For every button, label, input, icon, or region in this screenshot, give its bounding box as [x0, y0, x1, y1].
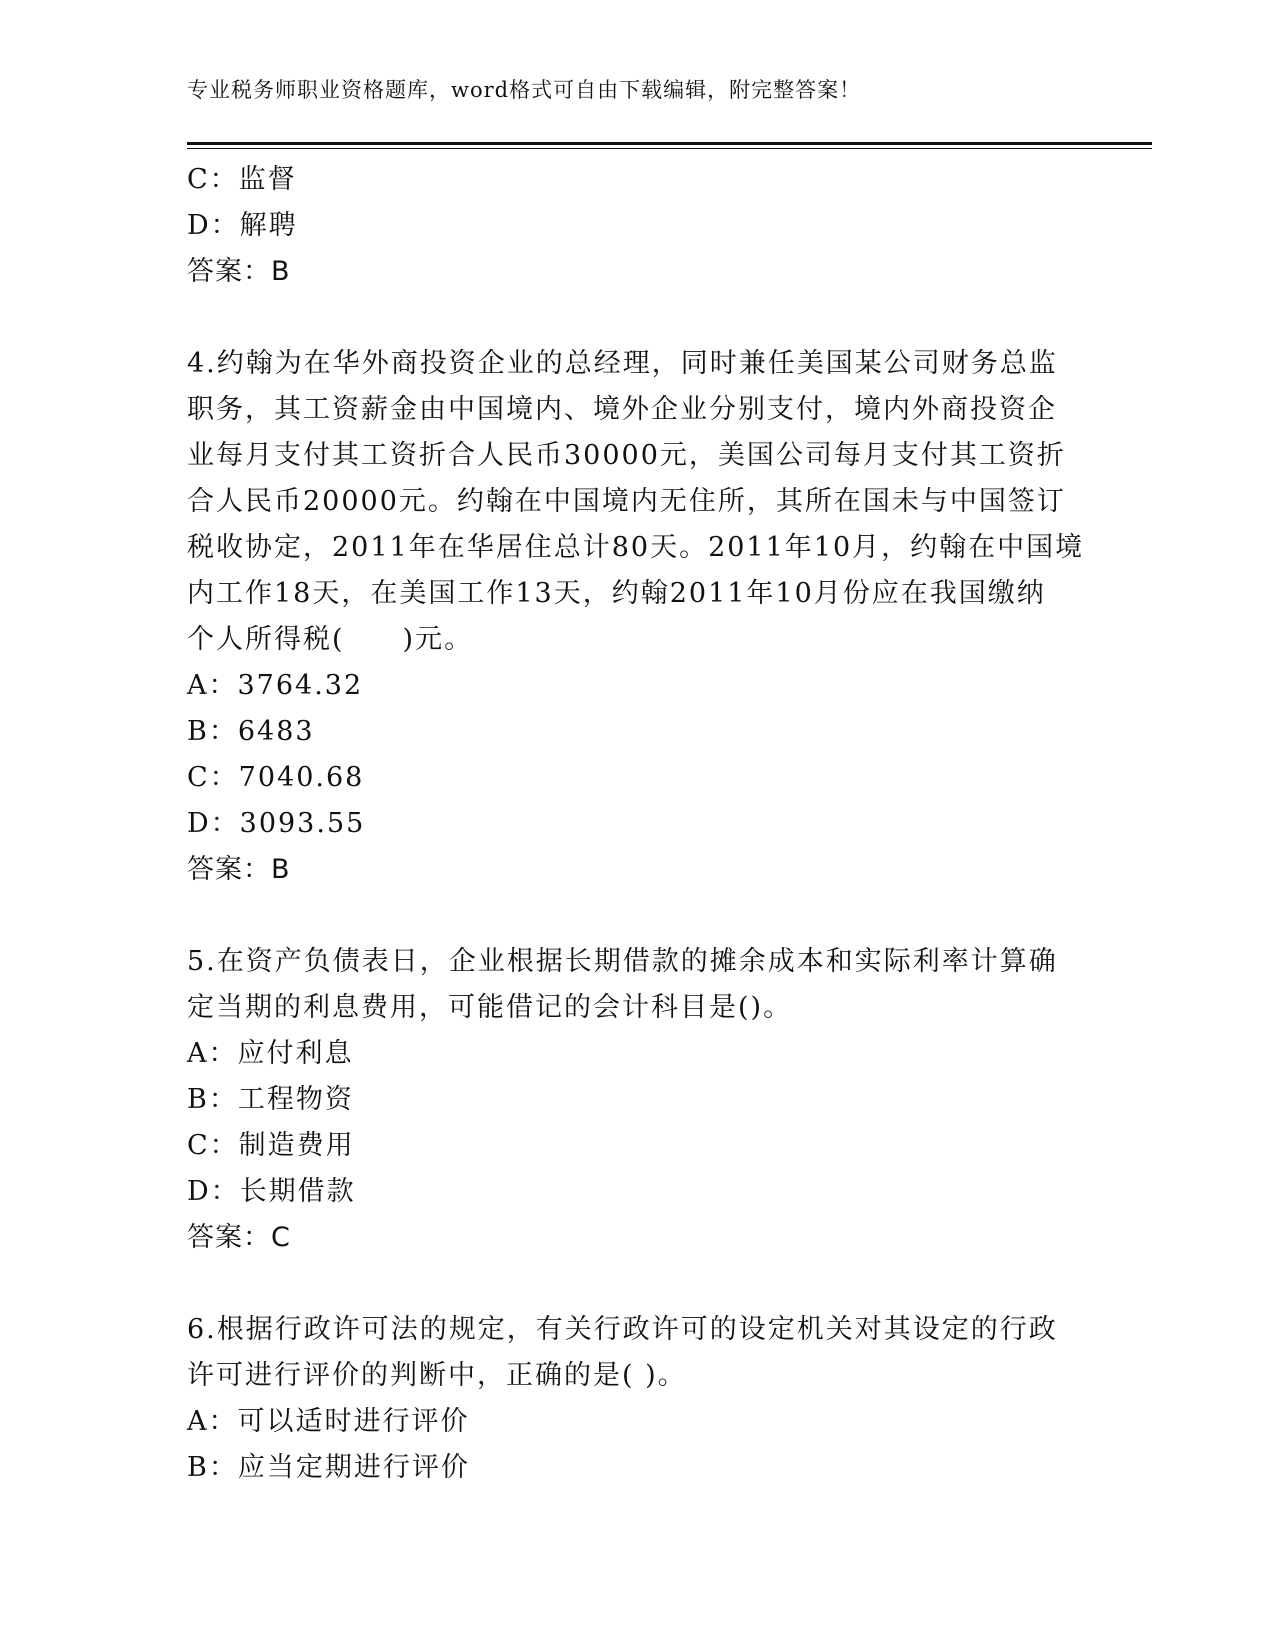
answer: 答案：C	[187, 1222, 291, 1253]
question-stem-line: 内工作18天，在美国工作13天，约翰2011年10月份应在我国缴纳	[187, 578, 1046, 609]
question-stem-line: 合人民币20000元。约翰在中国境内无住所，其所在国未与中国签订	[187, 486, 1066, 517]
question-3	[187, 157, 1087, 295]
header-rule-thin	[187, 148, 1152, 149]
option-a: A：应付利息	[187, 1038, 354, 1069]
header-rule-thick	[187, 142, 1152, 145]
option-c: C：制造费用	[187, 1130, 355, 1161]
option-a: A：可以适时进行评价	[187, 1406, 470, 1437]
question-5	[187, 939, 1087, 1261]
option-a: A：3764.32	[187, 670, 364, 701]
answer: 答案：B	[187, 854, 291, 885]
question-content	[187, 157, 1087, 1491]
question-stem-line: 职务，其工资薪金由中国境内、境外企业分别支付，境内外商投资企	[187, 394, 1057, 425]
spacer	[187, 295, 1087, 341]
question-stem-line: 业每月支付其工资折合人民币30000元，美国公司每月支付其工资折	[187, 440, 1066, 471]
question-stem-line: 6.根据行政许可法的规定，有关行政许可的设定机关对其设定的行政	[187, 1314, 1058, 1345]
question-6	[187, 1307, 1087, 1491]
answer: 答案：B	[187, 256, 291, 287]
question-stem-line: 定当期的利息费用，可能借记的会计科目是()。	[187, 992, 793, 1023]
question-stem-line: 5.在资产负债表日，企业根据长期借款的摊余成本和实际利率计算确	[187, 946, 1058, 977]
option-b: B：6483	[187, 716, 315, 747]
option-b: B：应当定期进行评价	[187, 1452, 470, 1483]
question-stem-line: 税收协定，2011年在华居住总计80天。2011年10月，约翰在中国境	[187, 532, 1085, 563]
option-d: D：解聘	[187, 210, 298, 241]
spacer	[187, 1261, 1087, 1307]
option-b: B：工程物资	[187, 1084, 354, 1115]
question-stem-line: 4.约翰为在华外商投资企业的总经理，同时兼任美国某公司财务总监	[187, 348, 1058, 379]
option-c: C：监督	[187, 164, 297, 195]
question-4	[187, 341, 1087, 893]
question-stem-line: 个人所得税( )元。	[187, 624, 474, 655]
page-header: 专业税务师职业资格题库，word格式可自由下载编辑，附完整答案！	[187, 78, 862, 102]
option-d: D：长期借款	[187, 1176, 356, 1207]
option-d: D：3093.55	[187, 808, 366, 839]
question-stem-line: 许可进行评价的判断中，正确的是( )。	[187, 1360, 687, 1391]
option-c: C：7040.68	[187, 762, 365, 793]
spacer	[187, 893, 1087, 939]
